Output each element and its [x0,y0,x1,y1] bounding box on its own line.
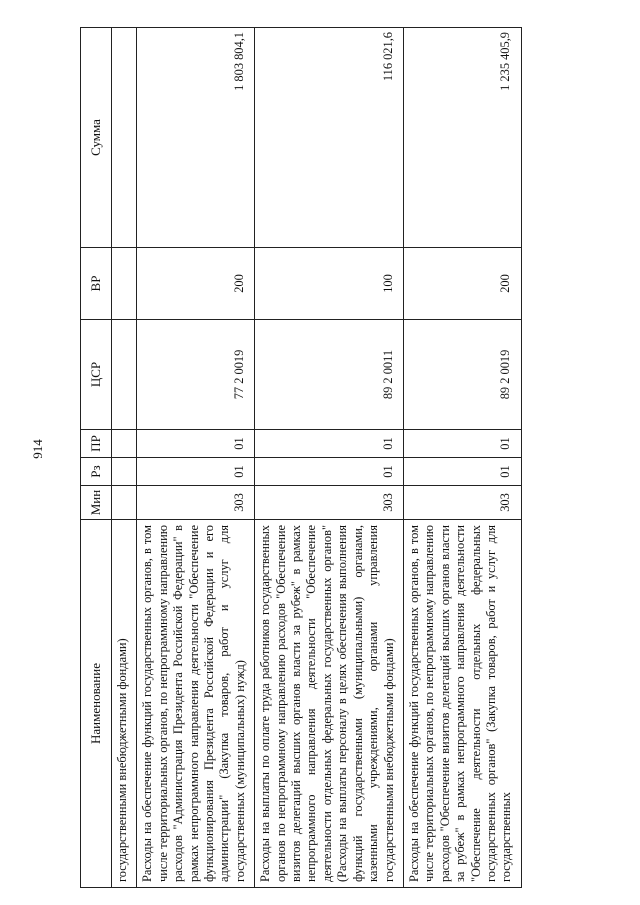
carryover-row [112,28,137,888]
row-pr: 01 [255,430,404,458]
row-pr: 01 [137,430,255,458]
header-pr: ПР [81,430,112,458]
row-min: 303 [403,486,521,520]
header-min: Мин [81,486,112,520]
row-pr: 01 [403,430,521,458]
row-vr: 100 [255,248,404,320]
rotated-page [80,28,605,888]
header-name: Наименование [81,520,112,888]
row-csr: 89 2 0011 [255,320,404,430]
budget-table [80,27,522,888]
header-vr: ВР [81,248,112,320]
table-row [137,28,255,888]
table-row [255,28,404,888]
row-name: Расходы на обеспечение функций государственных органов, в том числе территориальных органов, по непрограммному направлению расходов "Обеспечение визитов делегаций высших органов власти за рубеж" в рамках непрограммного направления деятельности "Обеспечение деятельности отдельных федеральных государственных органов" (Закупка товаров, работ и услуг для государственных [403,520,521,888]
header-row [81,28,112,888]
row-min: 303 [255,486,404,520]
row-csr: 89 2 0019 [403,320,521,430]
row-csr: 77 2 0019 [137,320,255,430]
row-sum: 1 803 804,1 [137,28,255,248]
row-min: 303 [137,486,255,520]
row-vr: 200 [137,248,255,320]
row-vr: 200 [403,248,521,320]
page-number: 914 [30,439,45,459]
header-rz: Рз [81,458,112,486]
row-name: Расходы на обеспечение функций государственных органов, в том числе территориальных органов, по непрограммному направлению расходов "Администрация Президента Российской Федерации" в рамках непрограммного направления деятельности "Обеспечение функционирования Президента Российской Федерации и его администрации" (Закупка товаров, работ и услуг для государственных (муниципальных) нужд) [137,520,255,888]
row-rz: 01 [255,458,404,486]
row-sum: 1 235 405,9 [403,28,521,248]
row-rz: 01 [403,458,521,486]
row-sum: 116 021,6 [255,28,404,248]
header-sum: Сумма [81,28,112,248]
header-csr: ЦСР [81,320,112,430]
row-name: Расходы на выплаты по оплате труда работников государственных органов по непрограммному направлению расходов "Обеспечение визитов делегаций высших органов власти за рубеж" в рамках непрограммного направления деятельности "Обеспечение деятельности отдельных федеральных государственных органов" (Расходы на выплаты персоналу в целях обеспечения выполнения функций государственными (муниципальными) органами, казенными учреждениями, органами управления государственными внебюджетными фондами) [255,520,404,888]
row-rz: 01 [137,458,255,486]
carryover-text: государственными внебюджетными фондами) [112,520,137,888]
table-row [403,28,521,888]
